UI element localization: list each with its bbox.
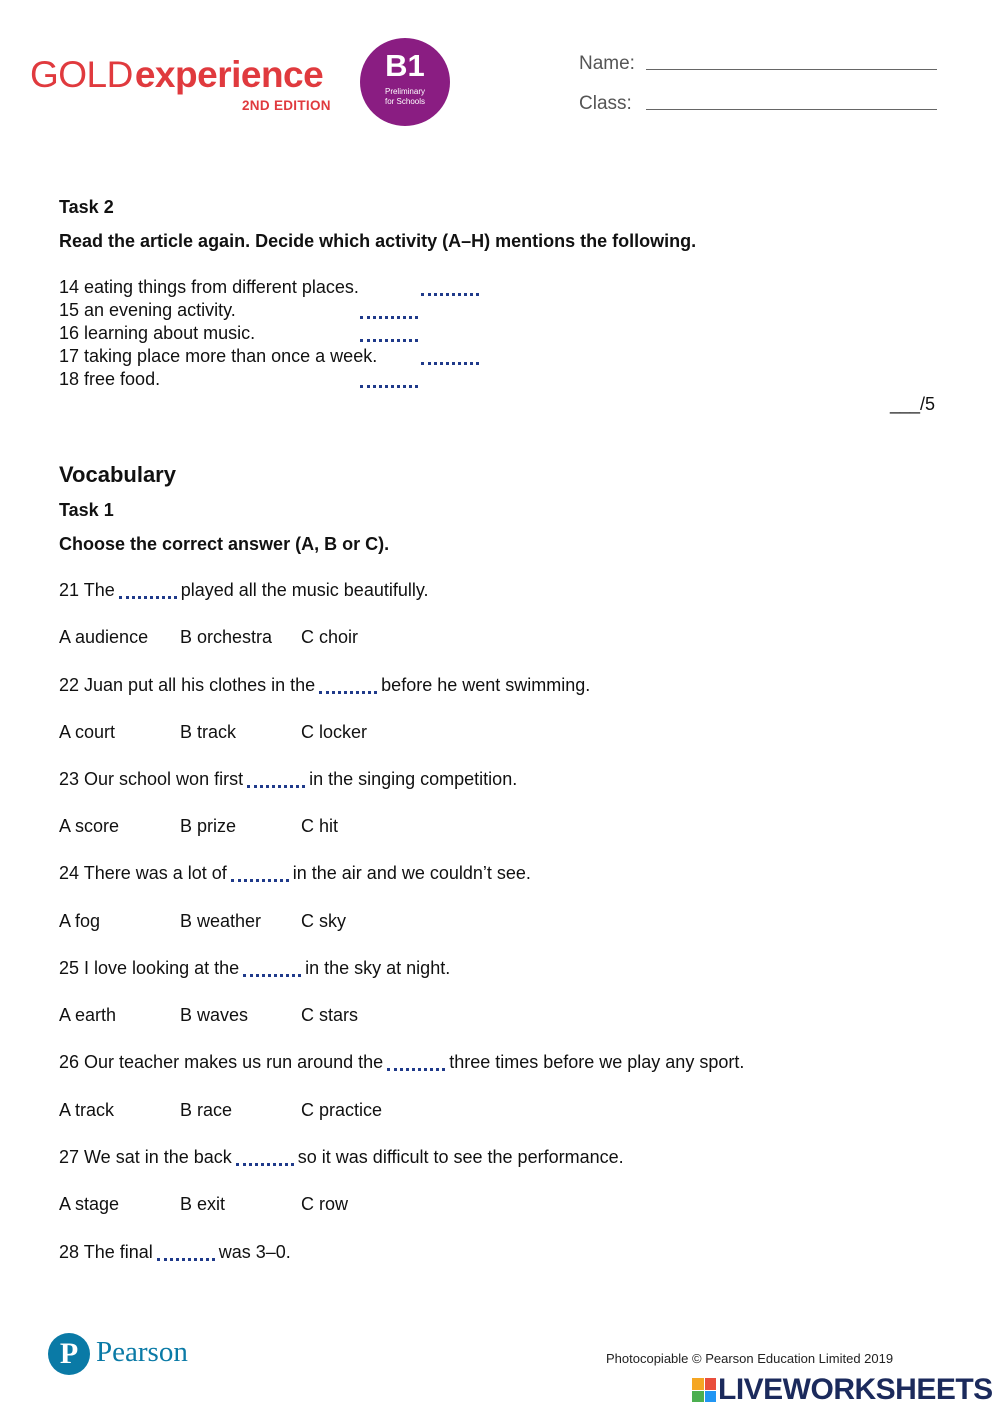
pearson-wordmark: Pearson (96, 1336, 188, 1368)
liveworksheets-icon (692, 1378, 716, 1402)
answer-blank-15[interactable] (360, 316, 418, 319)
class-field[interactable] (646, 109, 937, 110)
reading-instruction: Read the article again. Decide which activity (A–H) mentions the following. (59, 231, 697, 251)
question-text-after: played all the music beautifully. (180, 580, 429, 600)
option-a[interactable]: A stage (59, 1194, 120, 1214)
question-text-before: 24 There was a lot of (59, 863, 227, 883)
question-text-after: in the singing competition. (309, 769, 518, 789)
list-item: 15 an evening activity. (59, 300, 236, 320)
badge-sub-1: Preliminary (384, 87, 425, 96)
b1-level-badge (360, 38, 450, 126)
question-22 (59, 674, 590, 697)
answer-blank-24[interactable] (231, 863, 289, 882)
answer-blank-26[interactable] (387, 1052, 445, 1071)
option-a[interactable]: A audience (59, 627, 149, 647)
class-label: Class: (579, 93, 632, 114)
badge-level: B1 (385, 48, 425, 83)
list-item: 18 free food. (59, 369, 161, 389)
question-28 (59, 1241, 291, 1264)
option-a[interactable]: A earth (59, 1005, 117, 1025)
option-a[interactable]: A court (59, 722, 116, 742)
option-b[interactable]: B prize (180, 816, 237, 836)
logo-gold-word: GOLD (30, 54, 133, 95)
option-a[interactable]: A track (59, 1100, 115, 1120)
question-text-before: 25 I love looking at the (59, 958, 240, 978)
logo-experience-word: experience (134, 54, 324, 95)
badge-sub-2: for Schools (384, 96, 426, 106)
answer-blank-28[interactable] (157, 1242, 215, 1261)
option-c[interactable]: C locker (301, 722, 368, 742)
reading-score: ___/5 (890, 394, 936, 414)
list-item: 17 taking place more than once a week. (59, 346, 378, 366)
copyright-notice: Photocopiable © Pearson Education Limited 2019 (606, 1351, 894, 1366)
option-a[interactable]: A score (59, 816, 120, 836)
question-25 (59, 957, 450, 980)
list-item: 16 learning about music. (59, 323, 256, 343)
question-27 (59, 1146, 624, 1169)
answer-blank-25[interactable] (243, 958, 301, 977)
question-text-after: three times before we play any sport. (449, 1052, 745, 1072)
question-text-after: was 3–0. (218, 1242, 291, 1262)
answer-blank-22[interactable] (319, 675, 377, 694)
question-24 (59, 862, 531, 885)
name-label: Name: (579, 53, 635, 74)
liveworksheets-wordmark[interactable]: LIVEWORKSHEETS (718, 1373, 993, 1406)
gold-experience-logo (30, 56, 323, 93)
answer-blank-16[interactable] (360, 339, 418, 342)
vocabulary-heading: Vocabulary (59, 462, 176, 487)
option-c[interactable]: C practice (301, 1100, 383, 1120)
option-b[interactable]: B orchestra (180, 627, 273, 647)
answer-blank-27[interactable] (236, 1147, 294, 1166)
logo-edition: 2ND EDITION (242, 98, 331, 113)
option-c[interactable]: C sky (301, 911, 346, 931)
option-c[interactable]: C hit (301, 816, 339, 836)
option-c[interactable]: C row (301, 1194, 349, 1214)
question-text-after: before he went swimming. (381, 675, 591, 695)
option-c[interactable]: C choir (301, 627, 359, 647)
answer-blank-17[interactable] (421, 362, 479, 365)
question-text-before: 23 Our school won first (59, 769, 244, 789)
option-a[interactable]: A fog (59, 911, 101, 931)
option-c[interactable]: C stars (301, 1005, 359, 1025)
reading-task-title: Task 2 (59, 197, 114, 217)
option-b[interactable]: B weather (180, 911, 262, 931)
name-field[interactable] (646, 69, 937, 70)
option-b[interactable]: B race (180, 1100, 233, 1120)
answer-blank-14[interactable] (421, 293, 479, 296)
option-b[interactable]: B waves (180, 1005, 249, 1025)
answer-blank-18[interactable] (360, 385, 418, 388)
question-text-before: 26 Our teacher makes us run around the (59, 1052, 384, 1072)
option-b[interactable]: B track (180, 722, 237, 742)
option-b[interactable]: B exit (180, 1194, 226, 1214)
answer-blank-21[interactable] (119, 580, 177, 599)
question-text-before: 22 Juan put all his clothes in the (59, 675, 316, 695)
question-text-before: 21 The (59, 580, 115, 600)
question-text-before: 27 We sat in the back (59, 1147, 232, 1167)
pearson-logo-icon: P (48, 1333, 90, 1375)
question-23 (59, 768, 517, 791)
list-item: 14 eating things from different places. (59, 277, 359, 297)
question-text-before: 28 The final (59, 1242, 153, 1262)
answer-blank-23[interactable] (247, 769, 305, 788)
question-text-after: so it was difficult to see the performance. (297, 1147, 624, 1167)
question-21 (59, 579, 429, 602)
vocabulary-instruction: Choose the correct answer (A, B or C). (59, 534, 390, 554)
question-26 (59, 1051, 744, 1074)
question-text-after: in the sky at night. (305, 958, 451, 978)
vocabulary-task-title: Task 1 (59, 500, 114, 520)
question-text-after: in the air and we couldn’t see. (292, 863, 531, 883)
